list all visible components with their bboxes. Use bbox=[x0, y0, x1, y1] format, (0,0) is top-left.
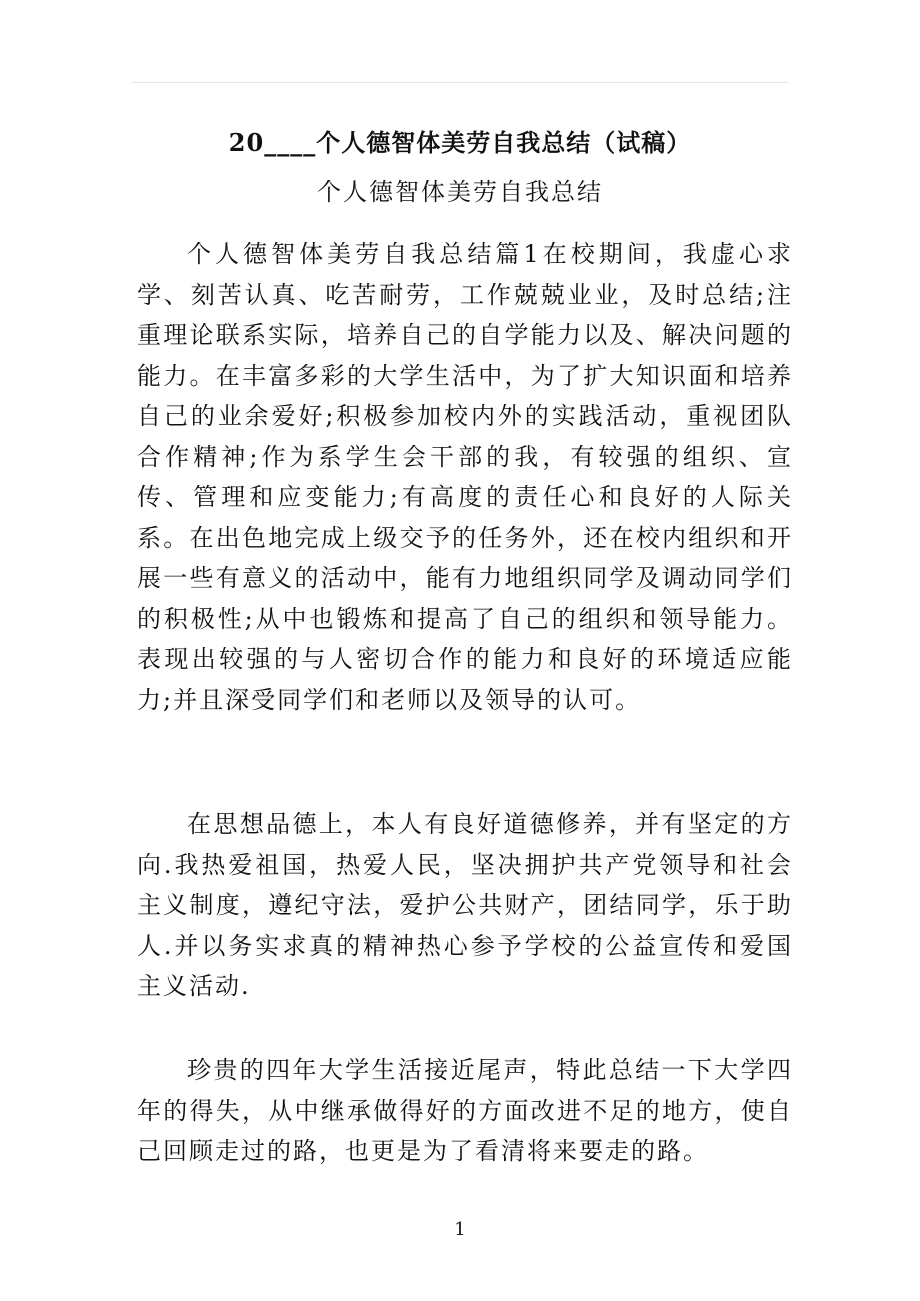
page-number: 1 bbox=[454, 1219, 466, 1240]
paragraph-2: 在思想品德上，本人有良好道德修养，并有坚定的方向.我热爱祖国，热爱人民，坚决拥护共产党领导和社会主义制度，遵纪守法，爱护公共财产，团结同学，乐于助人.并以务实求真的精神热心参予学校的公益宣传和爱国主义活动. bbox=[137, 810, 793, 1000]
document-subtitle: 个人德智体美劳自我总结 bbox=[317, 178, 603, 206]
document-title: 20____个人德智体美劳自我总结（试稿） bbox=[228, 128, 692, 157]
paragraph-1: 个人德智体美劳自我总结篇1在校期间，我虚心求学、刻苦认真、吃苦耐劳，工作兢兢业业，及时总结;注重理论联系实际，培养自己的自学能力以及、解决问题的能力。在丰富多彩的大学生活中，为了扩大知识面和培养自己的业余爱好;积极参加校内外的实践活动，重视团队合作精神;作为系学生会干部的我，有较强的组织、宣传、管理和应变能力;有高度的责任心和良好的人际关系。在出色地完成上级交予的任务外，还在校内组织和开展一些有意义的活动中，能有力地组织同学及调动同学们的积极性;从中也锻炼和提高了自己的组织和领导能力。表现出较强的与人密切合作的能力和良好的环境适应能力;并且深受同学们和老师以及领导的认可。 bbox=[137, 240, 793, 714]
header-divider bbox=[131, 82, 789, 83]
paragraph-3: 珍贵的四年大学生活接近尾声，特此总结一下大学四年的得失，从中继承做得好的方面改进不足的地方，使自己回顾走过的路，也更是为了看清将来要走的路。 bbox=[137, 1056, 793, 1165]
